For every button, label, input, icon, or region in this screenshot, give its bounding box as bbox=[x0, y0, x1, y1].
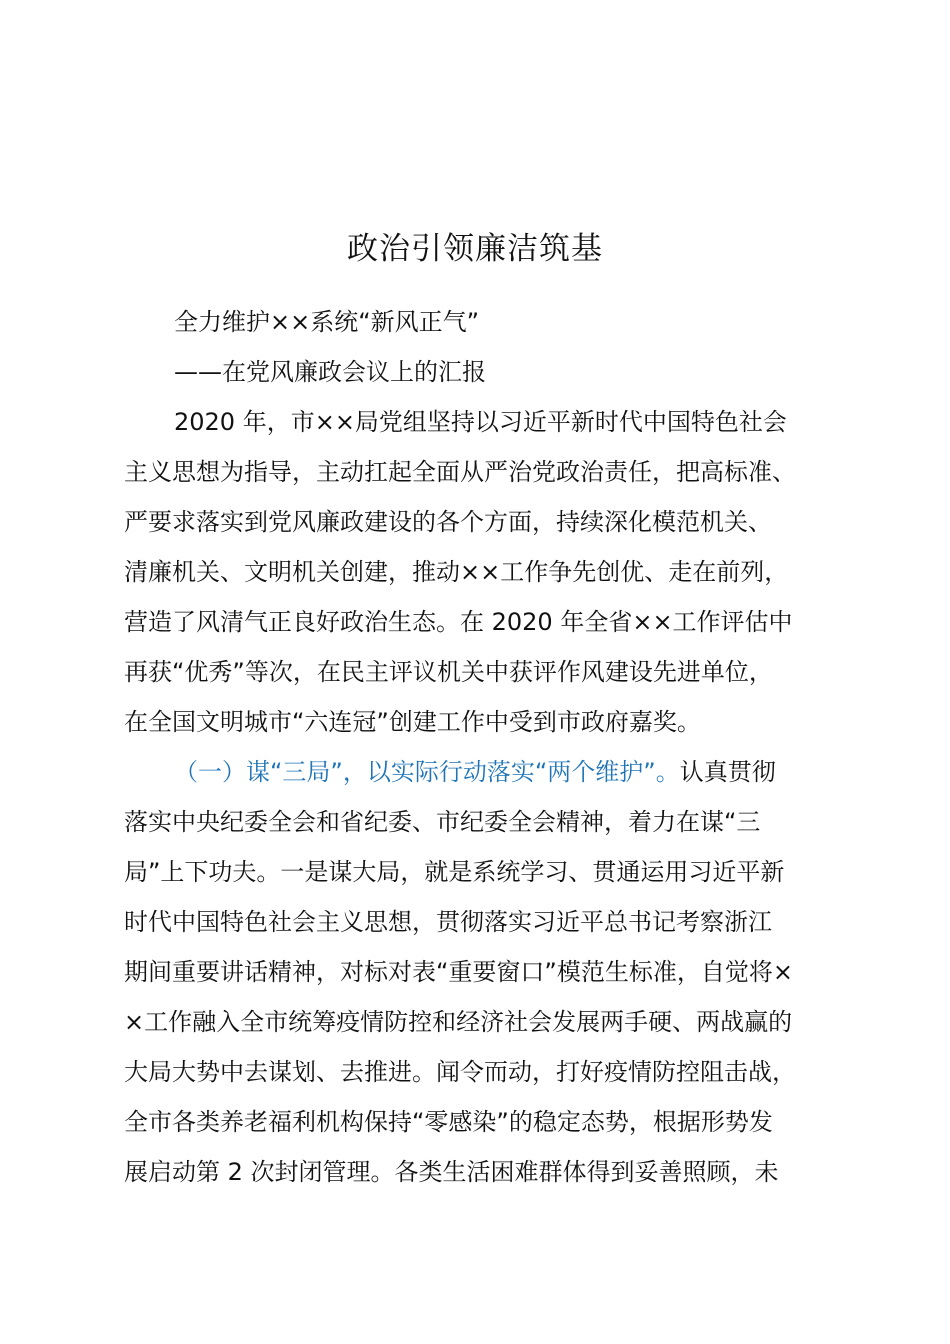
paragraph-line: 落实中央纪委全会和省纪委、市纪委全会精神，着力在谋“三 bbox=[124, 808, 761, 836]
paragraph-line: 严要求落实到党风廉政建设的各个方面，持续深化模范机关、 bbox=[124, 508, 772, 536]
paragraph-line: 再获“优秀”等次，在民主评议机关中获评作风建设先进单位， bbox=[124, 658, 773, 686]
paragraph-line: ×工作融入全市统筹疫情防控和经济社会发展两手硬、两战赢的 bbox=[124, 1008, 793, 1036]
paragraph-line: 主义思想为指导，主动扛起全面从严治党政治责任，把高标准、 bbox=[124, 458, 796, 486]
paragraph-line: 清廉机关、文明机关创建，推动××工作争先创优、走在前列， bbox=[124, 558, 789, 586]
section-heading-line bbox=[174, 754, 776, 790]
paragraph-line: 展启动第 2 次封闭管理。各类生活困难群体得到妥善照顾，未 bbox=[124, 1158, 779, 1186]
section-heading: （一）谋“三局”，以实际行动落实“两个维护”。 bbox=[174, 758, 680, 786]
section-first-line-text: 认真贯彻 bbox=[679, 758, 776, 786]
document-subtitle: 全力维护××系统“新风正气” bbox=[174, 308, 480, 336]
paragraph-line: 在全国文明城市“六连冠”创建工作中受到市政府嘉奖。 bbox=[124, 708, 701, 736]
paragraph-line: 2020 年，市××局党组坚持以习近平新时代中国特色社会 bbox=[174, 408, 787, 436]
paragraph-line: 局”上下功夫。一是谋大局，就是系统学习、贯通运用习近平新 bbox=[124, 858, 785, 886]
paragraph-line: 时代中国特色社会主义思想，贯彻落实习近平总书记考察浙江 bbox=[124, 908, 772, 936]
document-title: 政治引领廉洁筑基 bbox=[347, 231, 603, 267]
paragraph-line: 营造了风清气正良好政治生态。在 2020 年全省××工作评估中 bbox=[124, 608, 793, 636]
paragraph-line: 大局大势中去谋划、去推进。闻令而动，打好疫情防控阻击战， bbox=[124, 1058, 796, 1086]
paragraph-line: 全市各类养老福利机构保持“零感染”的稳定态势，根据形势发 bbox=[124, 1108, 773, 1136]
paragraph-line: 期间重要讲话精神，对标对表“重要窗口”模范生标准，自觉将× bbox=[124, 958, 793, 986]
document-subtitle-occasion: ——在党风廉政会议上的汇报 bbox=[174, 358, 486, 386]
